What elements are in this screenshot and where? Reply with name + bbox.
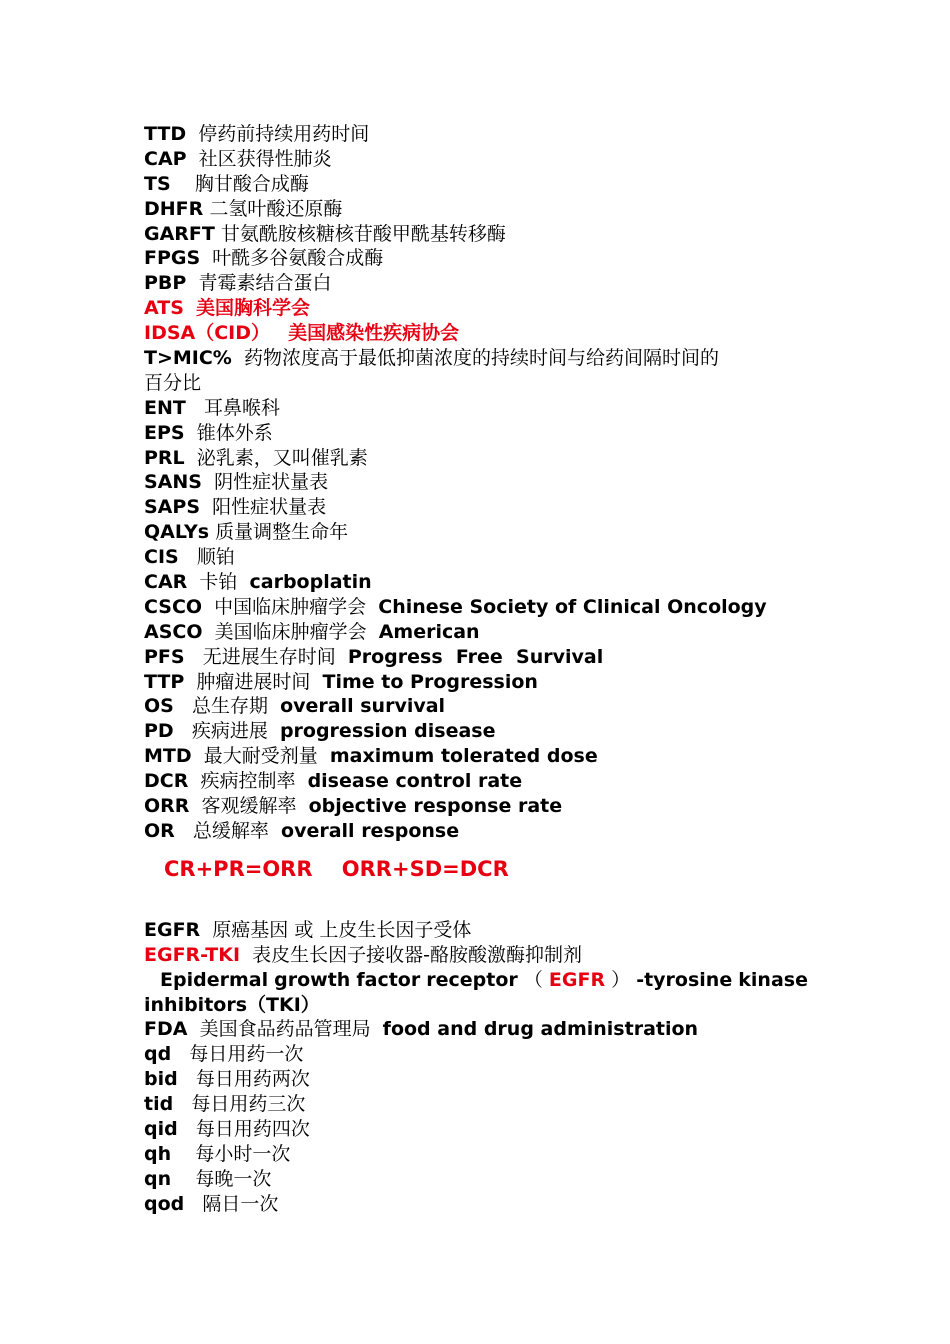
abbreviation-term: qid — [144, 1117, 178, 1140]
abbreviation-definition: 青霉素结合蛋白 — [198, 272, 332, 295]
abbreviation-definition: 百分比 — [144, 371, 202, 394]
abbreviation-entry — [144, 744, 808, 769]
spacer — [144, 882, 808, 918]
abbreviation-definition: 二氢叶酸还原酶 — [209, 197, 343, 220]
abbreviation-definition: 药物浓度高于最低抑菌浓度的持续时间与给药间隔时间的 — [243, 347, 719, 370]
abbreviation-definition: 社区获得性肺炎 — [198, 147, 332, 170]
abbreviation-term: qod — [144, 1192, 185, 1215]
abbreviation-entry — [144, 570, 808, 595]
abbreviation-entry — [144, 222, 808, 247]
egfr-definition-word: growth — [274, 968, 351, 991]
abbreviation-entry — [144, 1142, 808, 1167]
abbreviation-term: CAP — [144, 147, 187, 170]
abbreviation-term: PBP — [144, 272, 187, 295]
egfr-definition-word: EGFR — [548, 968, 606, 991]
abbreviation-entry — [144, 769, 808, 794]
english-term: maximum tolerated dose — [329, 745, 598, 768]
abbreviation-entry — [144, 321, 808, 346]
abbreviation-definition: 锥体外系 — [196, 421, 273, 444]
abbreviation-entry — [144, 271, 808, 296]
abbreviation-entry — [144, 296, 808, 321]
egfr-definition-word: ） — [611, 968, 631, 991]
abbreviation-term: QALYs — [144, 521, 210, 544]
abbreviation-term: SAPS — [144, 496, 200, 519]
abbreviation-definition: 阴性症状量表 — [214, 471, 329, 494]
abbreviation-entry — [144, 1067, 808, 1092]
abbreviation-definition: 每日用药一次 — [189, 1043, 304, 1066]
abbreviation-entry — [144, 794, 808, 819]
abbreviation-definition: 疾病控制率 — [200, 770, 296, 793]
abbreviation-term: qh — [144, 1142, 172, 1165]
abbreviation-entry — [144, 147, 808, 172]
abbreviation-definition: 总缓解率 — [192, 819, 269, 842]
egfr-definition-word: （ — [523, 968, 543, 991]
abbreviation-definition: 每小时一次 — [195, 1142, 291, 1165]
abbreviation-definition: 美国食品药品管理局 — [199, 1018, 371, 1041]
abbreviation-definition: 每晚一次 — [195, 1167, 272, 1190]
english-term: objective response rate — [308, 795, 563, 818]
abbreviation-definition: 停药前持续用药时间 — [198, 123, 370, 145]
abbreviation-entry — [144, 819, 808, 844]
egfr-definition-word: receptor — [426, 968, 518, 991]
abbreviation-definition: 顺铂 — [196, 546, 235, 569]
english-term: Chinese Society of Clinical Oncology — [378, 595, 767, 618]
abbreviation-term: T>MIC% — [144, 347, 232, 370]
english-term: progression disease — [279, 720, 496, 743]
egfr-definition-word: -tyrosine — [636, 968, 733, 991]
abbreviation-definition: 表皮生长因子接收器-酪胺酸激酶抑制剂 — [252, 943, 582, 966]
abbreviation-entry — [144, 1092, 808, 1117]
abbreviation-term: CIS — [144, 546, 179, 569]
abbreviation-entry — [144, 545, 808, 570]
abbreviation-term: FPGS — [144, 247, 201, 270]
abbreviation-definition: 无进展生存时间 — [202, 645, 336, 668]
document-body — [144, 122, 808, 1217]
egfr-tki-definition-continuation — [144, 993, 808, 1018]
abbreviation-list-3 — [144, 1017, 808, 1216]
abbreviation-entry — [144, 1117, 808, 1142]
abbreviation-definition: 美国胸科学会 — [195, 297, 310, 320]
abbreviation-entry — [144, 694, 808, 719]
english-term: disease control rate — [307, 770, 523, 793]
abbreviation-entry — [144, 1017, 808, 1042]
abbreviation-entry — [144, 918, 808, 943]
abbreviation-entry — [144, 446, 808, 471]
abbreviation-entry — [144, 246, 808, 271]
egfr-definition-word: kinase — [738, 968, 808, 991]
english-term: Time to Progression — [322, 670, 538, 693]
abbreviation-term: ATS — [144, 297, 184, 320]
abbreviation-entry — [144, 470, 808, 495]
abbreviation-term: ORR — [144, 795, 190, 818]
abbreviation-definition: 耳鼻喉科 — [203, 396, 280, 419]
abbreviation-definition: 叶酰多谷氨酸合成酶 — [212, 247, 384, 270]
abbreviation-definition: 每日用药四次 — [195, 1117, 310, 1140]
formula-line — [144, 856, 808, 882]
abbreviation-definition: 肿瘤进展时间 — [196, 670, 311, 693]
egfr-definition-word: factor — [356, 968, 421, 991]
english-term: overall response — [281, 819, 460, 842]
english-term: carboplatin — [249, 571, 372, 594]
english-term: American — [378, 620, 480, 643]
abbreviation-term: FDA — [144, 1018, 188, 1041]
abbreviation-definition: 胸甘酸合成酶 — [194, 172, 309, 195]
abbreviation-entry — [144, 495, 808, 520]
abbreviation-term: OS — [144, 695, 174, 718]
abbreviation-term: EGFR — [144, 918, 201, 941]
abbreviation-entry — [144, 670, 808, 695]
english-term: food and drug administration — [382, 1018, 699, 1041]
abbreviation-term: bid — [144, 1068, 178, 1091]
abbreviation-term: DCR — [144, 770, 189, 793]
egfr-tki-continuation-text: inhibitors（TKI） — [144, 993, 320, 1016]
abbreviation-entry — [144, 620, 808, 645]
abbreviation-list-2 — [144, 918, 808, 968]
abbreviation-entry — [144, 1192, 808, 1217]
english-term: Progress Free Survival — [347, 645, 604, 668]
abbreviation-term: OR — [144, 819, 175, 842]
abbreviation-term: qn — [144, 1167, 172, 1190]
abbreviation-entry — [144, 645, 808, 670]
abbreviation-term: PRL — [144, 446, 185, 469]
abbreviation-term: qd — [144, 1043, 172, 1066]
abbreviation-term: TTP — [144, 670, 185, 693]
abbreviation-definition: 每日用药三次 — [191, 1093, 306, 1116]
abbreviation-entry — [144, 719, 808, 744]
abbreviation-term: TTD — [144, 123, 187, 145]
abbreviation-entry — [144, 197, 808, 222]
abbreviation-term: MTD — [144, 745, 192, 768]
abbreviation-term: DHFR — [144, 197, 204, 220]
egfr-tki-definition — [144, 968, 808, 993]
abbreviation-term: SANS — [144, 471, 202, 494]
abbreviation-definition: 总生存期 — [191, 695, 268, 718]
abbreviation-entry — [144, 520, 808, 545]
abbreviation-term: ENT — [144, 396, 186, 419]
abbreviation-definition: 最大耐受剂量 — [203, 745, 318, 768]
abbreviation-definition: 美国感染性疾病协会 — [288, 322, 460, 345]
abbreviation-entry — [144, 346, 808, 371]
abbreviation-entry — [144, 172, 808, 197]
abbreviation-term: tid — [144, 1093, 174, 1116]
abbreviation-definition: 隔日一次 — [202, 1192, 279, 1215]
abbreviation-term: EGFR-TKI — [144, 943, 241, 966]
abbreviation-definition: 卡铂 — [199, 571, 238, 594]
abbreviation-entry — [144, 396, 808, 421]
abbreviation-term: PD — [144, 720, 174, 743]
abbreviation-entry — [144, 943, 808, 968]
abbreviation-entry — [144, 421, 808, 446]
abbreviation-term: GARFT — [144, 222, 215, 245]
abbreviation-definition: 疾病进展 — [191, 720, 268, 743]
abbreviation-definition: 泌乳素，又叫催乳素 — [196, 446, 368, 469]
egfr-definition-word: Epidermal — [160, 968, 269, 991]
abbreviation-definition: 每日用药两次 — [195, 1068, 310, 1091]
abbreviation-definition: 中国临床肿瘤学会 — [214, 595, 367, 618]
abbreviation-term: PFS — [144, 645, 185, 668]
abbreviation-entry — [144, 595, 808, 620]
abbreviation-term: IDSA（CID） — [144, 322, 271, 345]
abbreviation-definition: 质量调整生命年 — [215, 521, 349, 544]
spacer — [144, 844, 808, 856]
abbreviation-term: CSCO — [144, 595, 203, 618]
abbreviation-term: EPS — [144, 421, 185, 444]
english-term: overall survival — [280, 695, 446, 718]
abbreviation-entry — [144, 1167, 808, 1192]
abbreviation-term: TS — [144, 172, 171, 195]
abbreviation-list-1 — [144, 122, 808, 844]
abbreviation-definition: 客观缓解率 — [201, 795, 297, 818]
abbreviation-term: CAR — [144, 571, 188, 594]
abbreviation-definition: 原癌基因 或 上皮生长因子受体 — [212, 918, 472, 941]
abbreviation-definition: 阳性症状量表 — [212, 496, 327, 519]
abbreviation-definition: 美国临床肿瘤学会 — [214, 620, 367, 643]
formula-dcr: ORR+SD=DCR — [341, 856, 509, 881]
abbreviation-entry — [144, 1042, 808, 1067]
abbreviation-term: ASCO — [144, 620, 203, 643]
abbreviation-entry — [144, 371, 808, 396]
abbreviation-definition: 甘氨酰胺核糖核苷酸甲酰基转移酶 — [220, 222, 506, 245]
formula-orr: CR+PR=ORR — [164, 856, 313, 881]
abbreviation-entry — [144, 122, 808, 147]
